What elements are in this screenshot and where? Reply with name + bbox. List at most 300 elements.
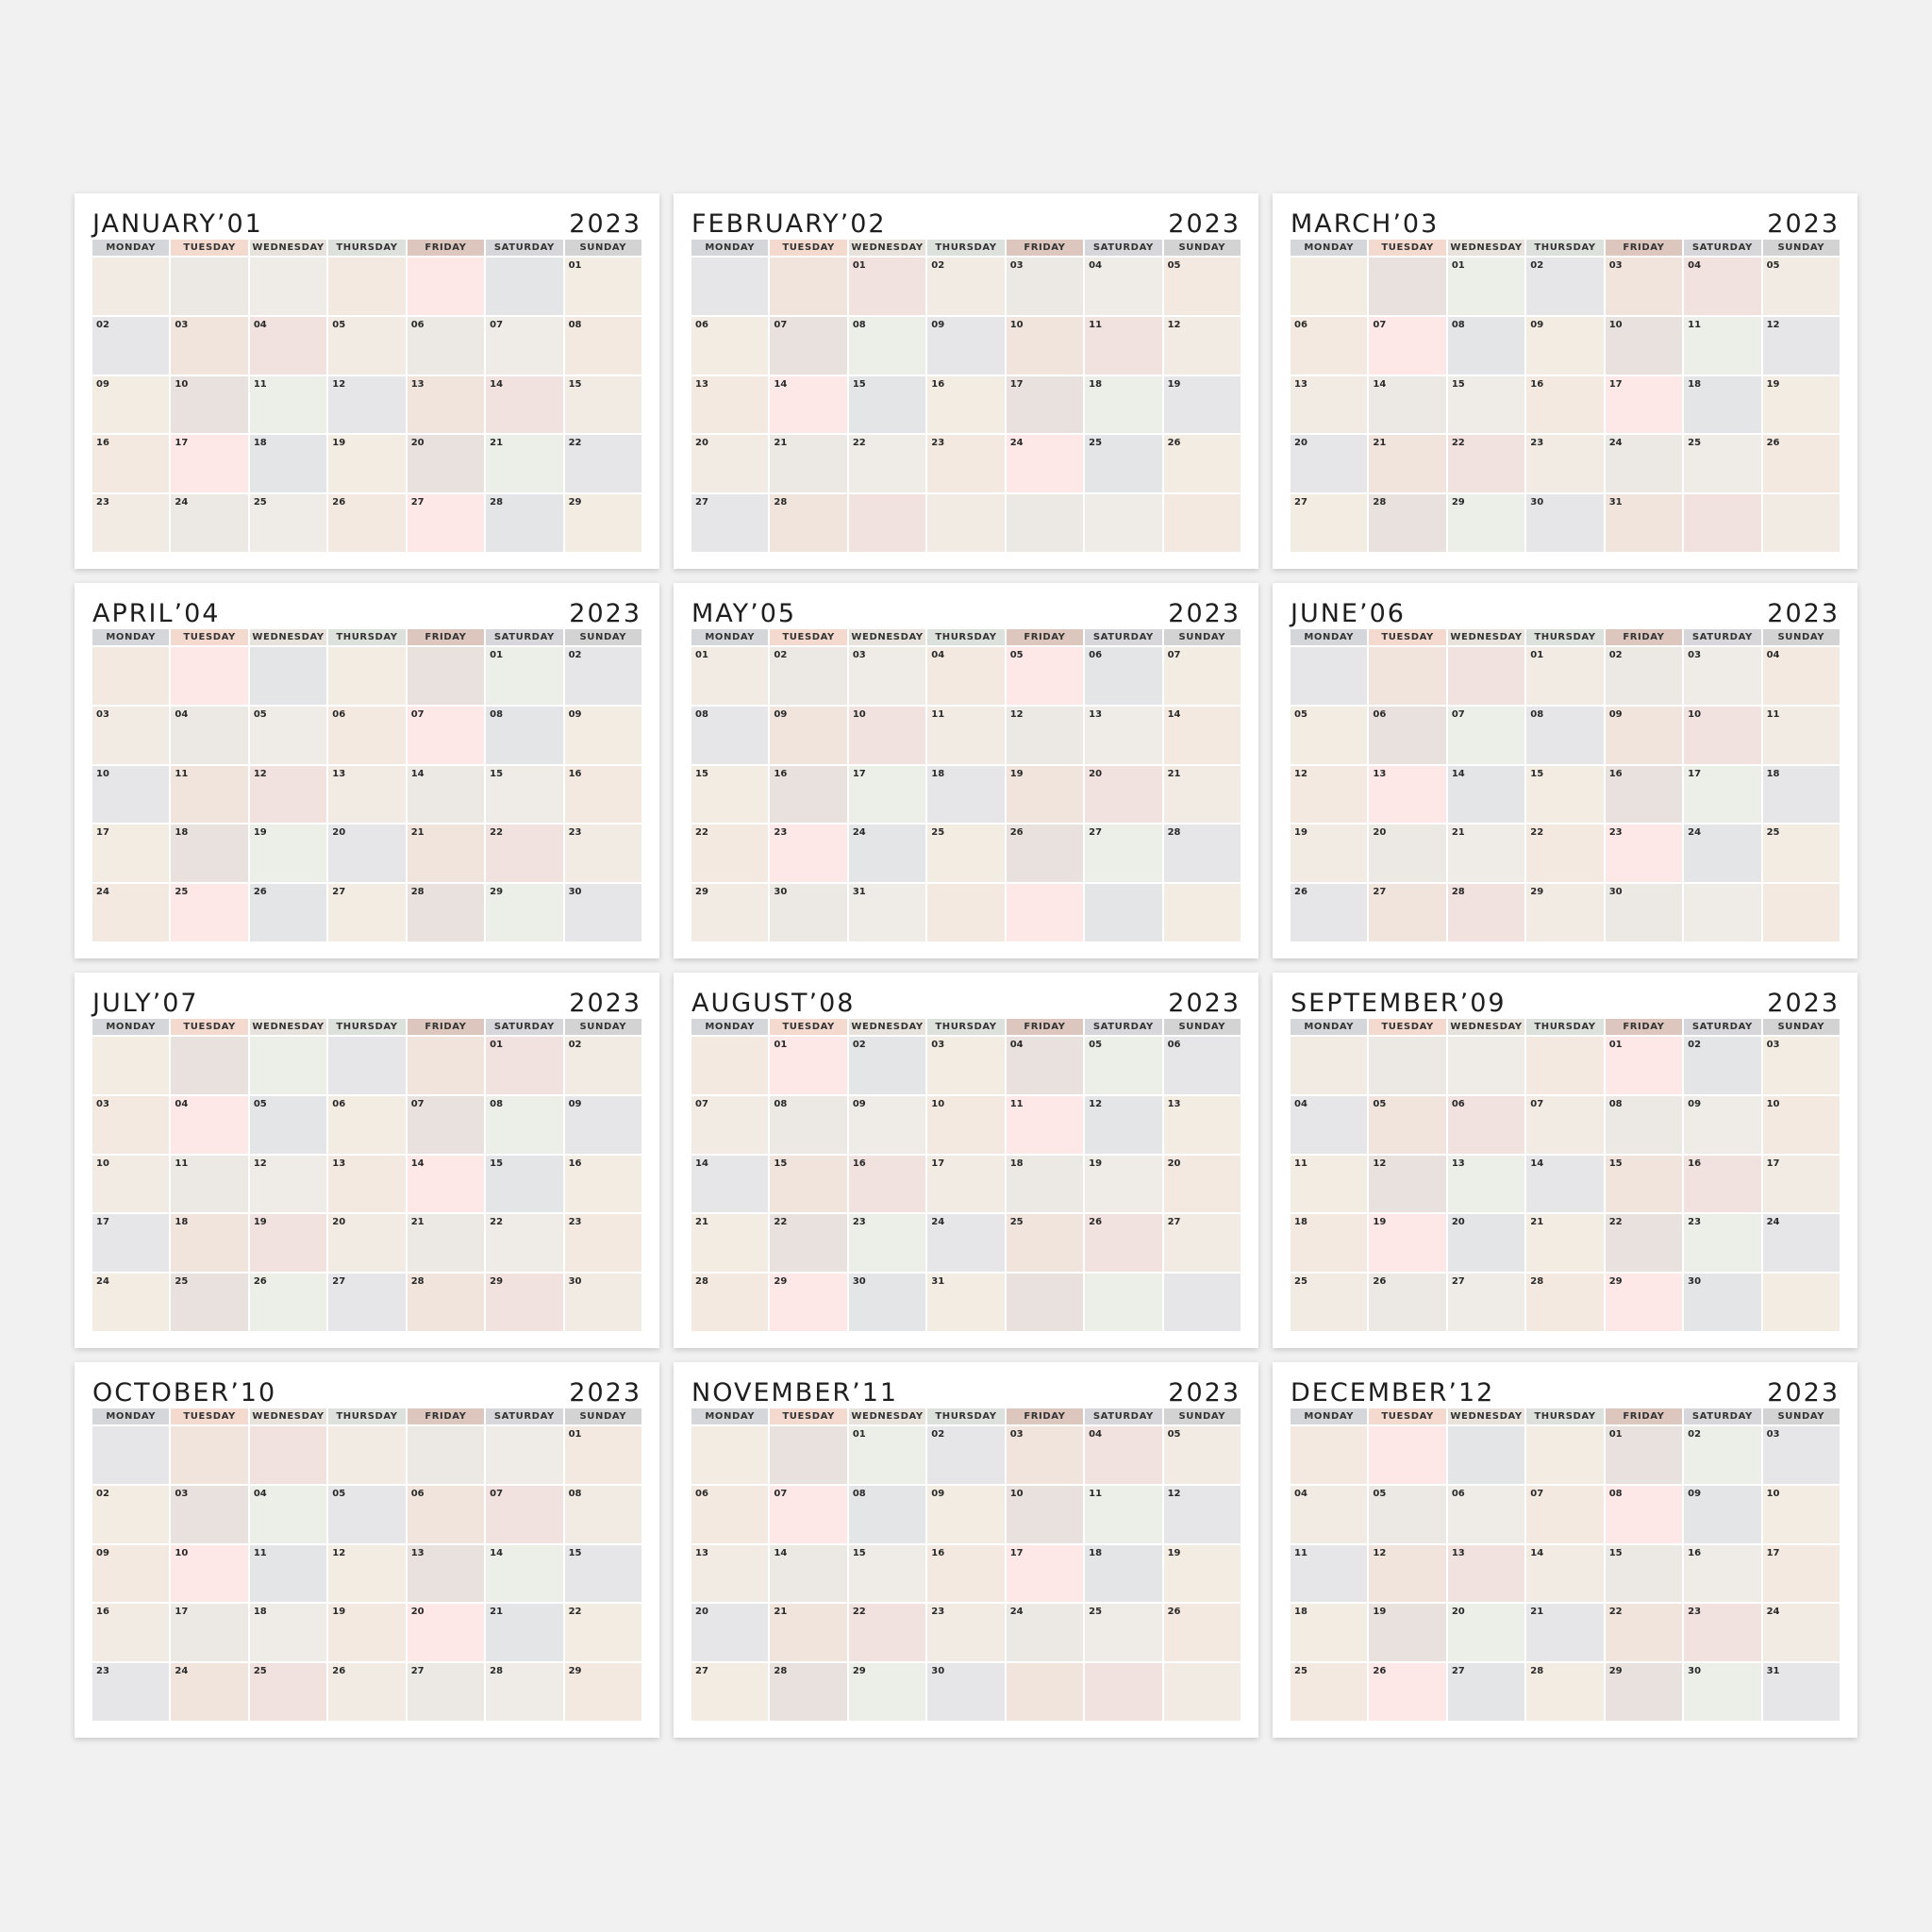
day-number: 03 (175, 1488, 189, 1499)
day-cell (1606, 1156, 1682, 1213)
day-number: 11 (1766, 708, 1780, 720)
day-cell (1007, 1214, 1083, 1272)
weekday-header: FRIDAY (1606, 629, 1682, 645)
day-cell (565, 824, 641, 882)
day-number: 02 (1530, 260, 1544, 271)
day-cell (328, 1274, 405, 1331)
day-cell (1448, 494, 1524, 552)
day-cell (1763, 1037, 1840, 1094)
day-cell (1526, 1486, 1603, 1543)
day-cell (1291, 1545, 1367, 1603)
day-number: 03 (852, 650, 866, 660)
day-cell (171, 1096, 247, 1154)
day-number: 04 (175, 1098, 189, 1109)
day-number: 22 (1608, 1607, 1623, 1618)
day-number: 19 (1009, 768, 1024, 779)
day-cell (1606, 1426, 1682, 1484)
day-number: 10 (1009, 1488, 1024, 1499)
day-number: 30 (774, 887, 788, 898)
day-number: 15 (490, 1158, 504, 1169)
day-cell (1526, 1274, 1603, 1331)
weekday-header: SUNDAY (1763, 629, 1840, 645)
day-cell (927, 1037, 1004, 1094)
day-cell (408, 317, 484, 375)
month-title: MARCH’03 (1291, 209, 1440, 239)
day-cell (1369, 1214, 1445, 1272)
day-number: 06 (695, 319, 708, 330)
day-cell (250, 1486, 326, 1543)
day-cell (408, 435, 484, 492)
day-number: 05 (332, 1488, 346, 1499)
year-label: 2023 (1767, 989, 1840, 1018)
day-number: 08 (490, 708, 504, 720)
day-cell (1085, 494, 1161, 552)
day-cell (565, 1037, 641, 1094)
weekday-header-row (691, 240, 1241, 256)
day-number: 17 (175, 1607, 189, 1618)
day-number: 25 (1766, 827, 1780, 839)
day-number: 05 (1373, 1488, 1387, 1499)
day-number: 14 (774, 378, 788, 390)
day-cell (1369, 1663, 1445, 1721)
day-cell (1684, 707, 1760, 764)
day-number: 02 (568, 1040, 582, 1050)
day-number: 31 (852, 887, 866, 898)
day-cell (486, 258, 562, 315)
day-cell (1007, 647, 1083, 705)
day-cell (1007, 376, 1083, 434)
day-cell (770, 258, 846, 315)
weekday-header: TUESDAY (770, 1019, 846, 1035)
day-cell (1763, 435, 1840, 492)
day-number: 14 (1167, 708, 1181, 720)
day-number: 15 (1608, 1547, 1623, 1558)
day-number: 22 (490, 1217, 504, 1228)
weekday-header: WEDNESDAY (849, 240, 925, 256)
day-number: 11 (1294, 1158, 1307, 1169)
day-cell (1085, 317, 1161, 375)
weekday-header: TUESDAY (1369, 1019, 1445, 1035)
day-number: 26 (253, 1276, 267, 1288)
day-cell (565, 376, 641, 434)
day-cell (1526, 707, 1603, 764)
day-cell (92, 1663, 169, 1721)
day-cell (1606, 1214, 1682, 1272)
day-cell (1085, 1604, 1161, 1661)
day-number: 28 (1530, 1666, 1544, 1677)
day-number: 11 (1089, 1488, 1103, 1499)
weekday-header: FRIDAY (1606, 1408, 1682, 1424)
day-cell (849, 258, 925, 315)
day-number: 21 (490, 438, 504, 449)
day-number: 04 (1089, 260, 1103, 271)
day-number: 15 (1451, 378, 1465, 390)
day-cell (691, 707, 768, 764)
day-number: 03 (96, 708, 109, 720)
day-number: 03 (1766, 1429, 1780, 1440)
day-number: 15 (852, 1547, 866, 1558)
day-cell (171, 494, 247, 552)
day-cell (486, 494, 562, 552)
day-cell (1007, 884, 1083, 941)
day-number: 02 (1608, 650, 1623, 660)
month-title: SEPTEMBER’09 (1291, 989, 1507, 1018)
day-number: 01 (568, 1429, 582, 1440)
day-number: 22 (852, 1607, 866, 1618)
day-number: 25 (175, 887, 189, 898)
day-cell (1763, 1604, 1840, 1661)
month-card (674, 973, 1258, 1348)
day-cell (1369, 1096, 1445, 1154)
day-cell (1164, 766, 1241, 824)
day-cell (486, 1545, 562, 1603)
day-number: 29 (1530, 887, 1544, 898)
day-cell (1007, 1663, 1083, 1721)
day-number: 10 (175, 1547, 189, 1558)
month-title: APRIL’04 (92, 599, 221, 628)
day-cell (927, 1156, 1004, 1213)
day-cell (171, 1037, 247, 1094)
day-cell (927, 1426, 1004, 1484)
day-number: 29 (568, 1666, 582, 1677)
day-number: 13 (1451, 1547, 1465, 1558)
day-number: 13 (1294, 378, 1307, 390)
day-cell (1763, 824, 1840, 882)
day-cell (849, 1545, 925, 1603)
weekday-header: SATURDAY (1684, 1408, 1760, 1424)
day-number: 20 (1451, 1217, 1465, 1228)
day-number: 24 (1766, 1607, 1780, 1618)
day-cell (1369, 1604, 1445, 1661)
day-number: 10 (1766, 1098, 1780, 1109)
day-cell (927, 494, 1004, 552)
day-number: 12 (1373, 1158, 1387, 1169)
day-cell (1763, 258, 1840, 315)
day-number: 11 (1688, 319, 1702, 330)
day-cell (1526, 647, 1603, 705)
day-number: 27 (695, 497, 708, 508)
day-cell (486, 1156, 562, 1213)
month-title: FEBRUARY’02 (691, 209, 887, 239)
day-number: 07 (1451, 708, 1465, 720)
day-cell (1085, 1156, 1161, 1213)
day-number: 13 (1451, 1158, 1465, 1169)
day-number: 20 (1373, 827, 1387, 839)
day-cell (565, 1604, 641, 1661)
day-number: 30 (568, 887, 582, 898)
day-number: 20 (410, 1607, 425, 1618)
month-title: OCTOBER’10 (92, 1378, 277, 1407)
day-cell (1684, 1156, 1760, 1213)
day-number: 16 (852, 1158, 866, 1169)
day-number: 27 (1451, 1666, 1465, 1677)
day-cell (1606, 707, 1682, 764)
day-cell (1291, 1214, 1367, 1272)
day-cell (1448, 766, 1524, 824)
weekday-header-row (92, 1019, 641, 1035)
weekday-header: SUNDAY (1164, 240, 1241, 256)
day-cell (92, 435, 169, 492)
day-cell (1164, 1604, 1241, 1661)
weekday-header: WEDNESDAY (1448, 629, 1524, 645)
day-number: 01 (1608, 1429, 1623, 1440)
month-title: JULY’07 (92, 989, 199, 1018)
day-cell (1763, 766, 1840, 824)
day-cell (408, 1156, 484, 1213)
day-cell (92, 1214, 169, 1272)
day-cell (691, 766, 768, 824)
day-number: 09 (1608, 708, 1623, 720)
day-number: 19 (1766, 378, 1780, 390)
day-cell (565, 1545, 641, 1603)
day-number: 10 (175, 378, 189, 390)
day-cell (1448, 1545, 1524, 1603)
day-number: 19 (1373, 1607, 1387, 1618)
day-number: 22 (1530, 827, 1544, 839)
day-number: 22 (490, 827, 504, 839)
day-number: 25 (253, 1666, 267, 1677)
day-number: 05 (1373, 1098, 1387, 1109)
day-cell (171, 824, 247, 882)
day-cell (770, 1096, 846, 1154)
day-cell (927, 1486, 1004, 1543)
day-number: 08 (568, 319, 582, 330)
day-cell (565, 1486, 641, 1543)
day-number: 16 (774, 768, 788, 779)
day-cell (1007, 1545, 1083, 1603)
day-cell (1291, 435, 1367, 492)
day-cell (691, 1663, 768, 1721)
day-cell (770, 1663, 846, 1721)
day-number: 07 (1167, 650, 1181, 660)
day-number: 22 (1608, 1217, 1623, 1228)
day-cell (328, 1545, 405, 1603)
day-cell (1007, 1156, 1083, 1213)
day-cell (1763, 494, 1840, 552)
day-number: 19 (1089, 1158, 1103, 1169)
day-cell (849, 435, 925, 492)
weekday-header: MONDAY (1291, 1408, 1367, 1424)
day-cell (1164, 1486, 1241, 1543)
weekday-header: TUESDAY (1369, 1408, 1445, 1424)
month-card (1273, 583, 1857, 958)
weekday-header: TUESDAY (770, 629, 846, 645)
weekday-header-row (1291, 1019, 1840, 1035)
day-cell (1606, 1037, 1682, 1094)
day-cell (408, 1545, 484, 1603)
day-number: 25 (253, 497, 267, 508)
day-number: 07 (1373, 319, 1387, 330)
day-number: 23 (96, 497, 109, 508)
day-number: 18 (1294, 1217, 1307, 1228)
day-number: 06 (332, 1098, 346, 1109)
day-cell (1085, 258, 1161, 315)
day-cell (1085, 1096, 1161, 1154)
day-cell (1448, 824, 1524, 882)
day-cell (770, 1604, 846, 1661)
day-cell (1164, 1663, 1241, 1721)
day-number: 19 (1294, 827, 1307, 839)
day-number: 04 (1089, 1429, 1103, 1440)
day-cell (1085, 766, 1161, 824)
day-cell (1763, 1486, 1840, 1543)
day-cell (1369, 435, 1445, 492)
day-cell (691, 884, 768, 941)
day-number: 22 (774, 1217, 788, 1228)
day-cell (328, 1037, 405, 1094)
day-cell (1291, 1604, 1367, 1661)
day-cell (1606, 494, 1682, 552)
day-cell (1684, 647, 1760, 705)
day-cell (1291, 1156, 1367, 1213)
day-cell (927, 1214, 1004, 1272)
weekday-header: FRIDAY (1606, 240, 1682, 256)
day-number: 21 (1530, 1607, 1544, 1618)
day-cell (328, 1156, 405, 1213)
day-number: 13 (1373, 768, 1387, 779)
weekday-header-row (92, 1408, 641, 1424)
day-number: 17 (96, 827, 109, 839)
day-cell (849, 1096, 925, 1154)
day-number: 20 (1089, 768, 1103, 779)
day-cell (691, 376, 768, 434)
day-cell (1448, 1214, 1524, 1272)
day-number: 16 (568, 768, 582, 779)
day-number: 02 (931, 1429, 945, 1440)
day-cell (1369, 766, 1445, 824)
day-number: 11 (1294, 1547, 1307, 1558)
month-card (75, 583, 659, 958)
day-number: 05 (1167, 260, 1181, 271)
day-number: 24 (96, 1276, 109, 1288)
weekday-header-row (92, 240, 641, 256)
day-cell (849, 707, 925, 764)
day-cell (1291, 1486, 1367, 1543)
weekday-header: THURSDAY (927, 240, 1004, 256)
day-number: 25 (931, 827, 945, 839)
month-title: DECEMBER’12 (1291, 1378, 1495, 1407)
weekday-header: SUNDAY (1763, 240, 1840, 256)
day-cell (1526, 494, 1603, 552)
day-cell (1763, 1214, 1840, 1272)
weekday-header: FRIDAY (408, 629, 484, 645)
day-number: 25 (175, 1276, 189, 1288)
day-number: 01 (1530, 650, 1544, 660)
weekday-header: SATURDAY (486, 240, 562, 256)
day-number: 11 (175, 1158, 189, 1169)
day-number: 12 (1294, 768, 1307, 779)
day-number: 22 (568, 1607, 582, 1618)
day-cell (171, 317, 247, 375)
weekday-header: FRIDAY (408, 1019, 484, 1035)
day-number: 28 (774, 1666, 788, 1677)
day-cell (408, 1426, 484, 1484)
day-number: 12 (1167, 319, 1181, 330)
day-number: 07 (1530, 1098, 1544, 1109)
day-number: 01 (1608, 1040, 1623, 1050)
day-number: 05 (1009, 650, 1024, 660)
day-number: 25 (1089, 438, 1103, 449)
day-number: 22 (695, 827, 708, 839)
day-cell (171, 1486, 247, 1543)
day-cell (92, 1037, 169, 1094)
day-cell (1369, 1426, 1445, 1484)
weekday-header: SATURDAY (486, 629, 562, 645)
month-card (674, 193, 1258, 569)
day-number: 10 (96, 768, 109, 779)
day-cell (92, 1604, 169, 1661)
day-cell (328, 1663, 405, 1721)
day-cell (486, 766, 562, 824)
day-grid (92, 258, 641, 552)
day-number: 14 (410, 1158, 425, 1169)
day-cell (328, 1604, 405, 1661)
day-number: 08 (568, 1488, 582, 1499)
day-cell (1291, 766, 1367, 824)
day-grid (691, 1426, 1241, 1721)
day-number: 28 (695, 1276, 708, 1288)
day-number: 24 (175, 497, 189, 508)
day-number: 21 (774, 438, 788, 449)
day-number: 09 (568, 1098, 582, 1109)
day-number: 24 (1766, 1217, 1780, 1228)
day-number: 14 (1530, 1547, 1544, 1558)
weekday-header: TUESDAY (770, 1408, 846, 1424)
day-number: 28 (410, 1276, 425, 1288)
day-number: 14 (1451, 768, 1465, 779)
day-number: 16 (931, 1547, 945, 1558)
day-number: 24 (852, 827, 866, 839)
year-label: 2023 (1767, 1378, 1840, 1407)
day-number: 15 (1530, 768, 1544, 779)
day-number: 10 (931, 1098, 945, 1109)
day-number: 09 (96, 1547, 109, 1558)
day-number: 28 (490, 1666, 504, 1677)
weekday-header: TUESDAY (770, 240, 846, 256)
day-number: 03 (931, 1040, 945, 1050)
day-number: 02 (774, 650, 788, 660)
day-number: 21 (410, 1217, 425, 1228)
day-number: 28 (1167, 827, 1181, 839)
weekday-header: SATURDAY (486, 1408, 562, 1424)
day-number: 12 (253, 768, 267, 779)
day-cell (770, 317, 846, 375)
day-cell (770, 376, 846, 434)
day-number: 26 (1294, 887, 1307, 898)
day-number: 24 (1009, 438, 1024, 449)
day-cell (250, 1663, 326, 1721)
day-number: 16 (1688, 1158, 1702, 1169)
weekday-header: SUNDAY (565, 629, 641, 645)
day-number: 13 (410, 1547, 425, 1558)
day-cell (849, 824, 925, 882)
day-number: 21 (695, 1217, 708, 1228)
month-card (674, 583, 1258, 958)
day-number: 08 (852, 319, 866, 330)
day-number: 05 (1167, 1429, 1181, 1440)
day-cell (92, 494, 169, 552)
day-cell (250, 435, 326, 492)
day-cell (565, 435, 641, 492)
day-number: 21 (410, 827, 425, 839)
day-cell (328, 317, 405, 375)
weekday-header: FRIDAY (1007, 1019, 1083, 1035)
day-cell (328, 707, 405, 764)
day-cell (408, 824, 484, 882)
day-cell (408, 766, 484, 824)
day-number: 20 (332, 827, 346, 839)
day-number: 24 (931, 1217, 945, 1228)
